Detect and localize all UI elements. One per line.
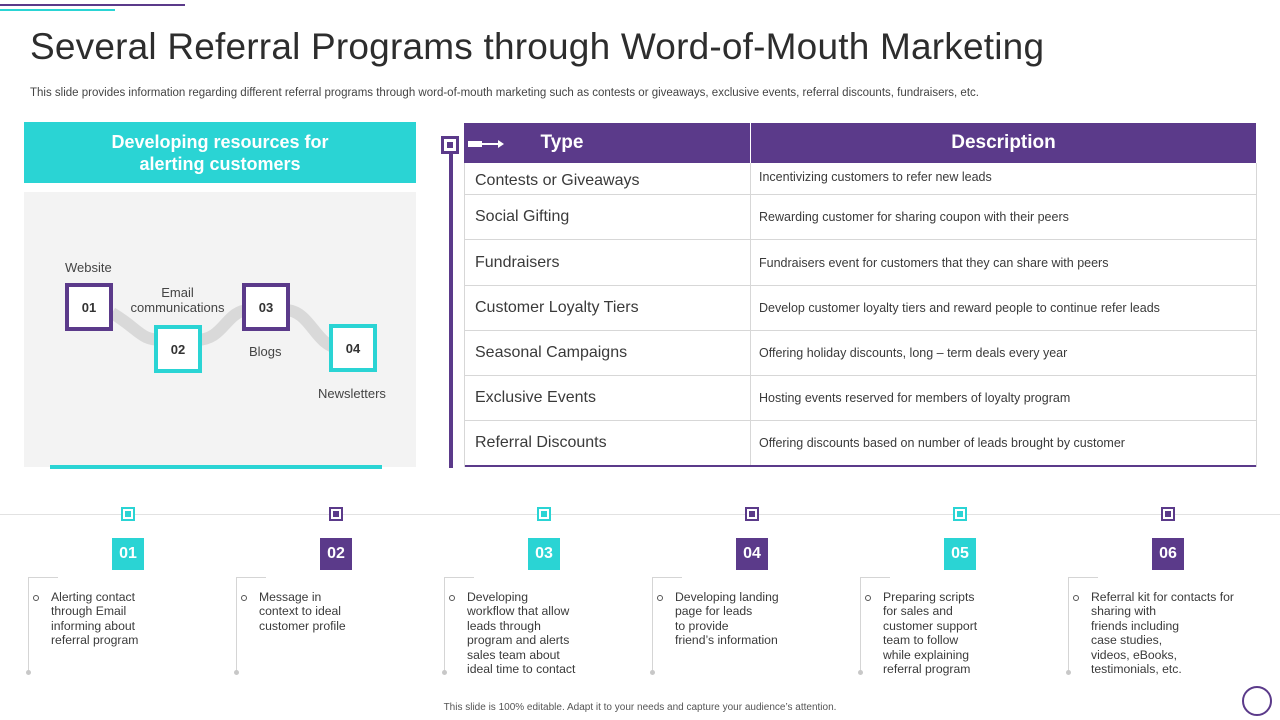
step-end-dot	[1066, 670, 1071, 675]
step-description-line: referral program	[51, 633, 139, 648]
step-06	[1068, 507, 1268, 687]
step-description	[259, 590, 434, 633]
bullet-icon	[1073, 595, 1079, 601]
resource-box-01: 01	[65, 283, 113, 331]
step-marker-icon	[1161, 507, 1175, 521]
step-connector-line	[860, 577, 861, 673]
step-description-line: videos, eBooks,	[1091, 647, 1178, 662]
step-number-badge: 05	[944, 538, 976, 570]
step-end-dot	[26, 670, 31, 675]
step-description-line: leads through	[467, 618, 541, 633]
step-description-line: Referral kit for contacts for	[1091, 590, 1234, 604]
table-row	[465, 286, 1256, 331]
step-description	[51, 590, 226, 648]
step-description-line: Message in	[259, 590, 322, 604]
step-connector-line	[236, 577, 237, 673]
table-cell-type: Exclusive Events	[465, 376, 751, 420]
step-description-line: for sales and	[883, 604, 953, 619]
step-number-badge: 03	[528, 538, 560, 570]
step-description-line: referral program	[883, 662, 971, 677]
circle-icon	[1242, 686, 1272, 716]
step-description-line: sharing with	[1091, 604, 1157, 619]
table-cell-type: Social Gifting	[465, 195, 751, 239]
step-connector-line	[28, 577, 29, 673]
resource-label-website: Website	[65, 260, 112, 275]
resources-header-line1: Developing resources for	[111, 131, 329, 152]
table-cell-description: Offering holiday discounts, long – term deals every year	[759, 346, 1068, 360]
step-number-badge: 02	[320, 538, 352, 570]
step-description	[883, 590, 1058, 676]
step-marker-dot	[333, 511, 339, 517]
step-end-dot	[650, 670, 655, 675]
table-cell-type: Customer Loyalty Tiers	[465, 286, 751, 330]
bullet-icon	[657, 595, 663, 601]
step-description-line: program and alerts	[467, 633, 570, 648]
table-cell-description: Incentivizing customers to refer new leads	[759, 170, 992, 184]
table-cell-description: Fundraisers event for customers that they can share with peers	[759, 255, 1109, 270]
resource-label-blogs: Blogs	[249, 344, 282, 359]
table-cell-type: Fundraisers	[465, 240, 751, 285]
step-description-line: friend’s information	[675, 633, 778, 648]
step-description-line: case studies,	[1091, 633, 1163, 648]
table-row	[465, 421, 1256, 467]
step-description-line: customer profile	[259, 618, 346, 633]
table-cell-type: Contests or Giveaways	[465, 163, 751, 194]
step-description-line: testimonials, etc.	[1091, 662, 1182, 677]
step-description-line: informing about	[51, 618, 136, 633]
resource-box-03: 03	[242, 283, 290, 331]
step-description-line: ideal time to contact	[467, 662, 576, 677]
footer-note: This slide is 100% editable. Adapt it to your needs and capture your audience’s attention.	[443, 702, 837, 713]
table-vertical-line	[449, 150, 453, 468]
step-marker-dot	[957, 511, 963, 517]
resource-label-email-line1: Email	[161, 285, 194, 300]
table-cell-description: Offering discounts based on number of leads brought by customer	[759, 436, 1125, 450]
bullet-icon	[33, 595, 39, 601]
step-marker-icon	[121, 507, 135, 521]
table-cell-description: Hosting events reserved for members of loyalty program	[759, 391, 1071, 405]
resource-label-newsletters: Newsletters	[318, 386, 386, 401]
step-description-line: workflow that allow	[467, 604, 570, 619]
step-description-line: Preparing scripts	[883, 590, 975, 604]
table-row	[465, 240, 1256, 286]
step-description-line: page for leads	[675, 604, 753, 619]
step-marker-icon	[537, 507, 551, 521]
bullet-icon	[449, 595, 455, 601]
step-03	[444, 507, 644, 687]
step-marker-dot	[541, 511, 547, 517]
step-01	[28, 507, 228, 687]
step-end-dot	[234, 670, 239, 675]
table-row	[465, 163, 1256, 195]
step-description-line: customer support	[883, 618, 978, 633]
step-description-line: Developing	[467, 590, 528, 604]
step-marker-dot	[125, 511, 131, 517]
table-row	[465, 376, 1256, 421]
step-description-line: sales team about	[467, 647, 560, 662]
step-description-line: friends including	[1091, 618, 1180, 633]
table-header-type: Type	[464, 123, 750, 163]
step-description-line: through Email	[51, 604, 127, 619]
resource-box-04: 04	[329, 324, 377, 372]
step-marker-icon	[745, 507, 759, 521]
step-04	[652, 507, 852, 687]
step-number-badge: 01	[112, 538, 144, 570]
table-cell-type: Referral Discounts	[465, 421, 751, 465]
step-02	[236, 507, 436, 687]
step-description-line: team to follow	[883, 633, 959, 648]
step-end-dot	[442, 670, 447, 675]
table-row	[465, 331, 1256, 376]
arrow-tail-icon	[468, 141, 482, 147]
bullet-icon	[241, 595, 247, 601]
table-cell-type: Seasonal Campaigns	[465, 331, 751, 375]
top-accent-line-teal	[0, 9, 115, 11]
step-description-line: Alerting contact	[51, 590, 136, 604]
step-marker-dot	[749, 511, 755, 517]
resource-label-email	[130, 285, 225, 315]
bullet-icon	[865, 595, 871, 601]
table-cell-description: Develop customer loyalty tiers and reward people to continue refer leads	[759, 301, 1160, 315]
page-title: Several Referral Programs through Word-of-Mouth Marketing	[30, 26, 1045, 67]
step-number-badge: 06	[1152, 538, 1184, 570]
resource-label-email-line2: communications	[130, 300, 225, 315]
top-accent-line-purple	[0, 4, 185, 6]
step-number-badge: 04	[736, 538, 768, 570]
resources-header	[24, 122, 416, 183]
step-connector-line	[652, 577, 653, 673]
page-subtitle: This slide provides information regarding different referral programs through word-of-mouth marketing such as contests or giveaways, exclusive events, referral discounts, fundraisers, etc.	[30, 87, 979, 99]
table-header-description: Description	[751, 123, 1256, 163]
step-description-line: to provide	[675, 618, 729, 633]
step-description	[467, 590, 642, 676]
step-description	[1091, 590, 1266, 676]
step-marker-dot	[1165, 511, 1171, 517]
step-05	[860, 507, 1060, 687]
step-end-dot	[858, 670, 863, 675]
table-marker-icon	[441, 136, 459, 154]
step-description	[675, 590, 850, 648]
resources-header-line2: alerting customers	[139, 153, 301, 174]
resource-box-02: 02	[154, 325, 202, 373]
resources-accent-bar	[50, 465, 382, 469]
step-description-line: context to ideal	[259, 604, 341, 619]
step-description-line: while explaining	[883, 647, 970, 662]
table-row	[465, 195, 1256, 240]
referral-table	[464, 163, 1257, 467]
table-cell-description: Rewarding customer for sharing coupon with their peers	[759, 210, 1069, 224]
step-description-line: Developing landing	[675, 590, 779, 604]
step-marker-icon	[329, 507, 343, 521]
step-connector-line	[444, 577, 445, 673]
step-marker-icon	[953, 507, 967, 521]
step-connector-line	[1068, 577, 1069, 673]
